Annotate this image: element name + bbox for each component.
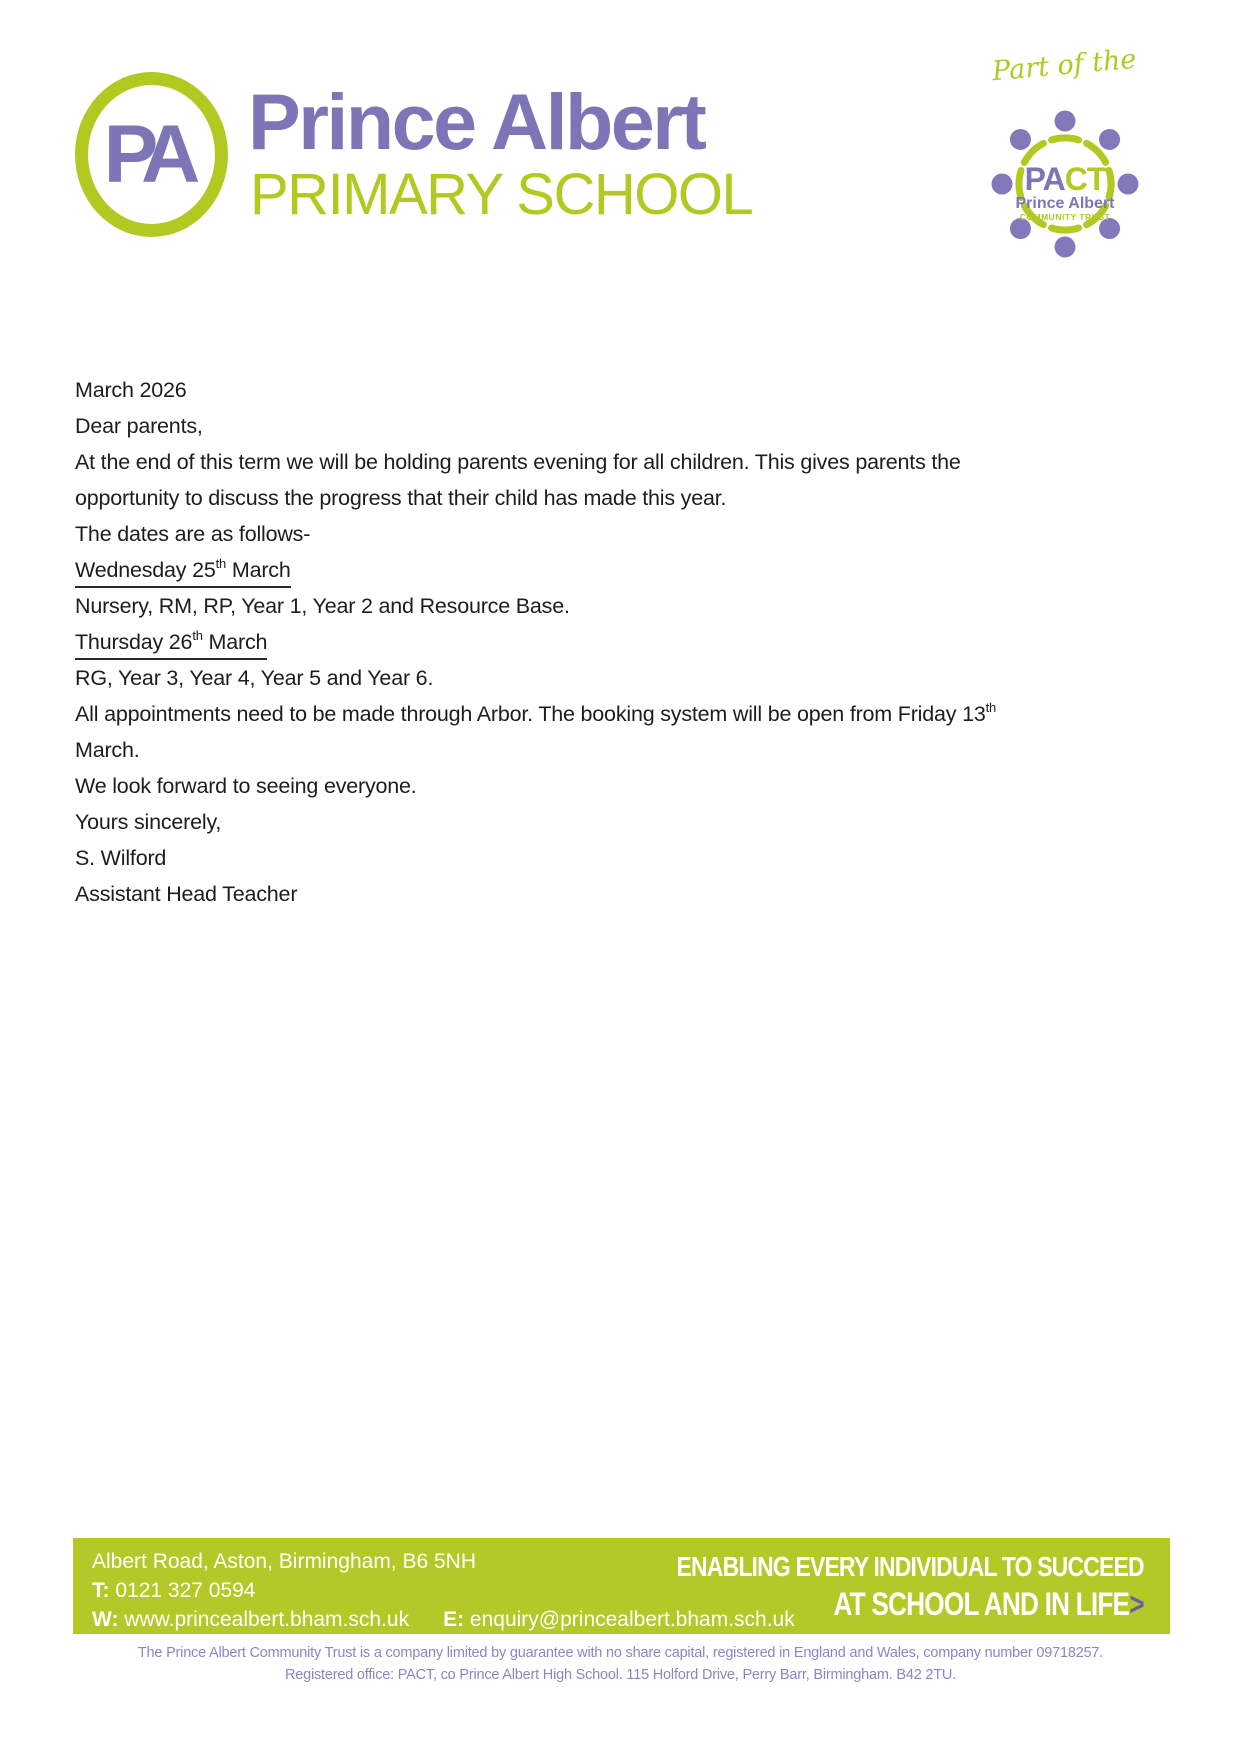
legal-line-2: Registered office: PACT, co Prince Albert High School. 115 Holford Drive, Perry Barr, Birmingham. B42 2TU. (284, 1667, 957, 1683)
session2-heading: Thursday 26th March (75, 624, 1185, 660)
signature: S. Wilford (75, 846, 167, 870)
footer-web-email: W: www.princealbert.bham.sch.uk E: enquiry@princealbert.bham.sch.uk (92, 1608, 795, 1631)
letter-date: March 2026 (75, 378, 187, 402)
dates-intro: The dates are as follows- (75, 522, 311, 546)
footer-phone: T: 0121 327 0594 (92, 1579, 256, 1602)
pact-acronym: PACT (1024, 161, 1106, 197)
booking-paragraph: All appointments need to be made through Arbor. The booking system will be open from Friday 13th March. (75, 699, 997, 762)
intro-paragraph: At the end of this term we will be holding parents evening for all children. This gives parents the opportunity to discuss the progress that their child has made this year. (75, 450, 961, 510)
pact-name: Prince Albert (1015, 195, 1115, 212)
pact-trust-logo (965, 32, 1175, 262)
school-type: PRIMARY SCHOOL (250, 162, 753, 227)
footer-legal (0, 1642, 1241, 1686)
school-logo-initials: PA (103, 108, 190, 200)
pact-subname: COMMUNITY TRUST (1019, 212, 1111, 222)
closing-line: We look forward to seeing everyone. (75, 774, 417, 798)
session1-classes: Nursery, RM, RP, Year 1, Year 2 and Resource Base. (75, 594, 570, 618)
signoff: Yours sincerely, (75, 810, 222, 834)
slogan-line-1: ENABLING EVERY INDIVIDUAL TO SUCCEED (676, 1551, 1144, 1582)
slogan-line-2: AT SCHOOL AND IN LIFE> (833, 1586, 1144, 1622)
session1-heading: Wednesday 25th March (75, 552, 1185, 588)
footer-bar (73, 1538, 1170, 1634)
letter-body (75, 372, 1185, 912)
school-logo-badge (75, 72, 228, 237)
session2-classes: RG, Year 3, Year 4, Year 5 and Year 6. (75, 666, 434, 690)
footer-email-link: enquiry@princealbert.bham.sch.uk (469, 1608, 795, 1631)
signature-title: Assistant Head Teacher (75, 882, 298, 906)
pact-tagline: Part of the (990, 43, 1138, 88)
slogan-arrow-icon: > (1129, 1586, 1144, 1622)
legal-line-1: The Prince Albert Community Trust is a company limited by guarantee with no share capital, registered in England and Wales, company number 09718257. (137, 1645, 1104, 1661)
footer-web-link: www.princealbert.bham.sch.uk (124, 1608, 410, 1631)
salutation: Dear parents, (75, 414, 203, 438)
footer-address: Albert Road, Aston, Birmingham, B6 5NH (92, 1550, 477, 1573)
footer-slogan (574, 1551, 1144, 1622)
school-name: Prince Albert (248, 77, 705, 166)
